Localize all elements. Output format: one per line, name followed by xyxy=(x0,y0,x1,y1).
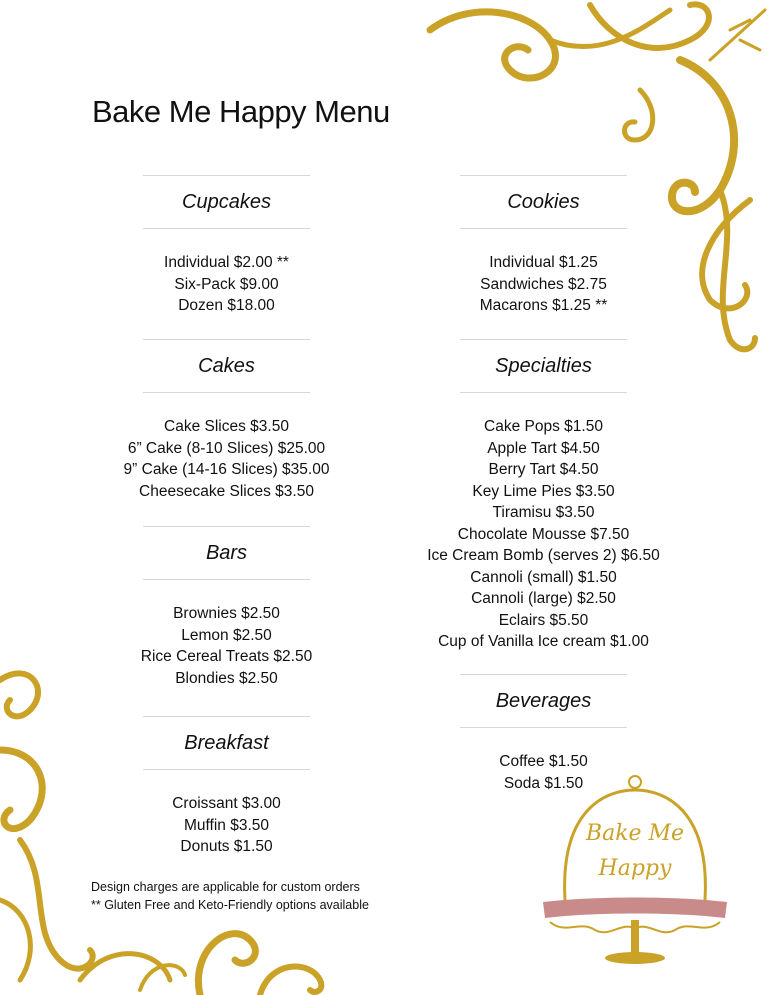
page-title: Bake Me Happy Menu xyxy=(92,94,390,129)
divider xyxy=(143,228,310,229)
menu-item: Brownies $2.50 xyxy=(173,605,280,622)
menu-item: Cup of Vanilla Ice cream $1.00 xyxy=(438,633,649,650)
menu-item: Blondies $2.50 xyxy=(175,669,278,687)
menu-item: Rice Cereal Treats $2.50 xyxy=(140,648,313,665)
menu-item: Muffin $3.50 xyxy=(183,816,270,834)
menu-item: Individual $2.00 ** xyxy=(164,254,289,271)
menu-item: Croissant $3.00 xyxy=(172,795,281,812)
note-design-charges: Design charges are applicable for custom orders xyxy=(91,880,360,894)
gold-swirl-bottom-left-decoration xyxy=(0,660,340,995)
menu-item: Cannoli (large) $2.50 xyxy=(471,590,616,607)
menu-item: Ice Cream Bomb (serves 2) $6.50 xyxy=(427,547,660,564)
menu-item: Coffee $1.50 xyxy=(499,753,588,770)
menu-item: Key Lime Pies $3.50 xyxy=(472,482,615,500)
menu-item: Cannoli (small) $1.50 xyxy=(470,568,617,586)
bake-me-happy-logo xyxy=(535,770,735,970)
menu-item: 6” Cake (8-10 Slices) $25.00 xyxy=(127,439,326,457)
section-heading: Breakfast xyxy=(184,732,269,754)
section-heading: Specialties xyxy=(495,355,592,377)
divider xyxy=(143,392,310,393)
menu-item: Six-Pack $9.00 xyxy=(174,275,279,293)
menu-item: Eclairs $5.50 xyxy=(498,611,589,629)
section-heading: Cakes xyxy=(198,355,255,377)
section-heading: Cupcakes xyxy=(182,191,271,213)
menu-item: Macarons $1.25 ** xyxy=(479,297,608,314)
menu-item: Lemon $2.50 xyxy=(181,626,272,644)
divider xyxy=(143,579,310,580)
menu-item-list xyxy=(63,252,390,317)
divider xyxy=(460,727,627,728)
menu-item: Soda $1.50 xyxy=(503,774,584,792)
menu-item: Apple Tart $4.50 xyxy=(487,439,600,457)
section-specialties xyxy=(427,339,660,653)
note-gluten-free: ** Gluten Free and Keto-Friendly options available xyxy=(91,898,369,912)
gold-swirl-top-right-decoration xyxy=(410,0,769,360)
section-heading: Bars xyxy=(205,542,248,564)
menu-item: Berry Tart $4.50 xyxy=(488,461,599,478)
menu-item: Donuts $1.50 xyxy=(180,838,273,855)
menu-item: Cheesecake Slices $3.50 xyxy=(139,482,314,500)
logo-text-happy: Happy xyxy=(598,856,672,881)
section-cupcakes xyxy=(143,175,310,317)
menu-item: 9” Cake (14-16 Slices) $35.00 xyxy=(123,461,330,478)
logo-text-bake-me: Bake Me xyxy=(585,821,685,846)
menu-item: Cake Slices $3.50 xyxy=(164,418,289,435)
section-heading: Cookies xyxy=(507,191,580,213)
menu-item-list xyxy=(380,416,707,653)
menu-item-list xyxy=(63,416,390,502)
menu-item: Chocolate Mousse $7.50 xyxy=(457,525,630,543)
section-cakes xyxy=(123,339,330,502)
menu-item: Individual $1.25 xyxy=(489,254,598,271)
section-heading: Beverages xyxy=(495,690,592,712)
divider xyxy=(460,392,627,393)
menu-item: Sandwiches $2.75 xyxy=(480,275,607,293)
menu-item: Dozen $18.00 xyxy=(178,297,275,314)
menu-item: Cake Pops $1.50 xyxy=(484,418,603,435)
menu-item: Tiramisu $3.50 xyxy=(492,504,595,521)
